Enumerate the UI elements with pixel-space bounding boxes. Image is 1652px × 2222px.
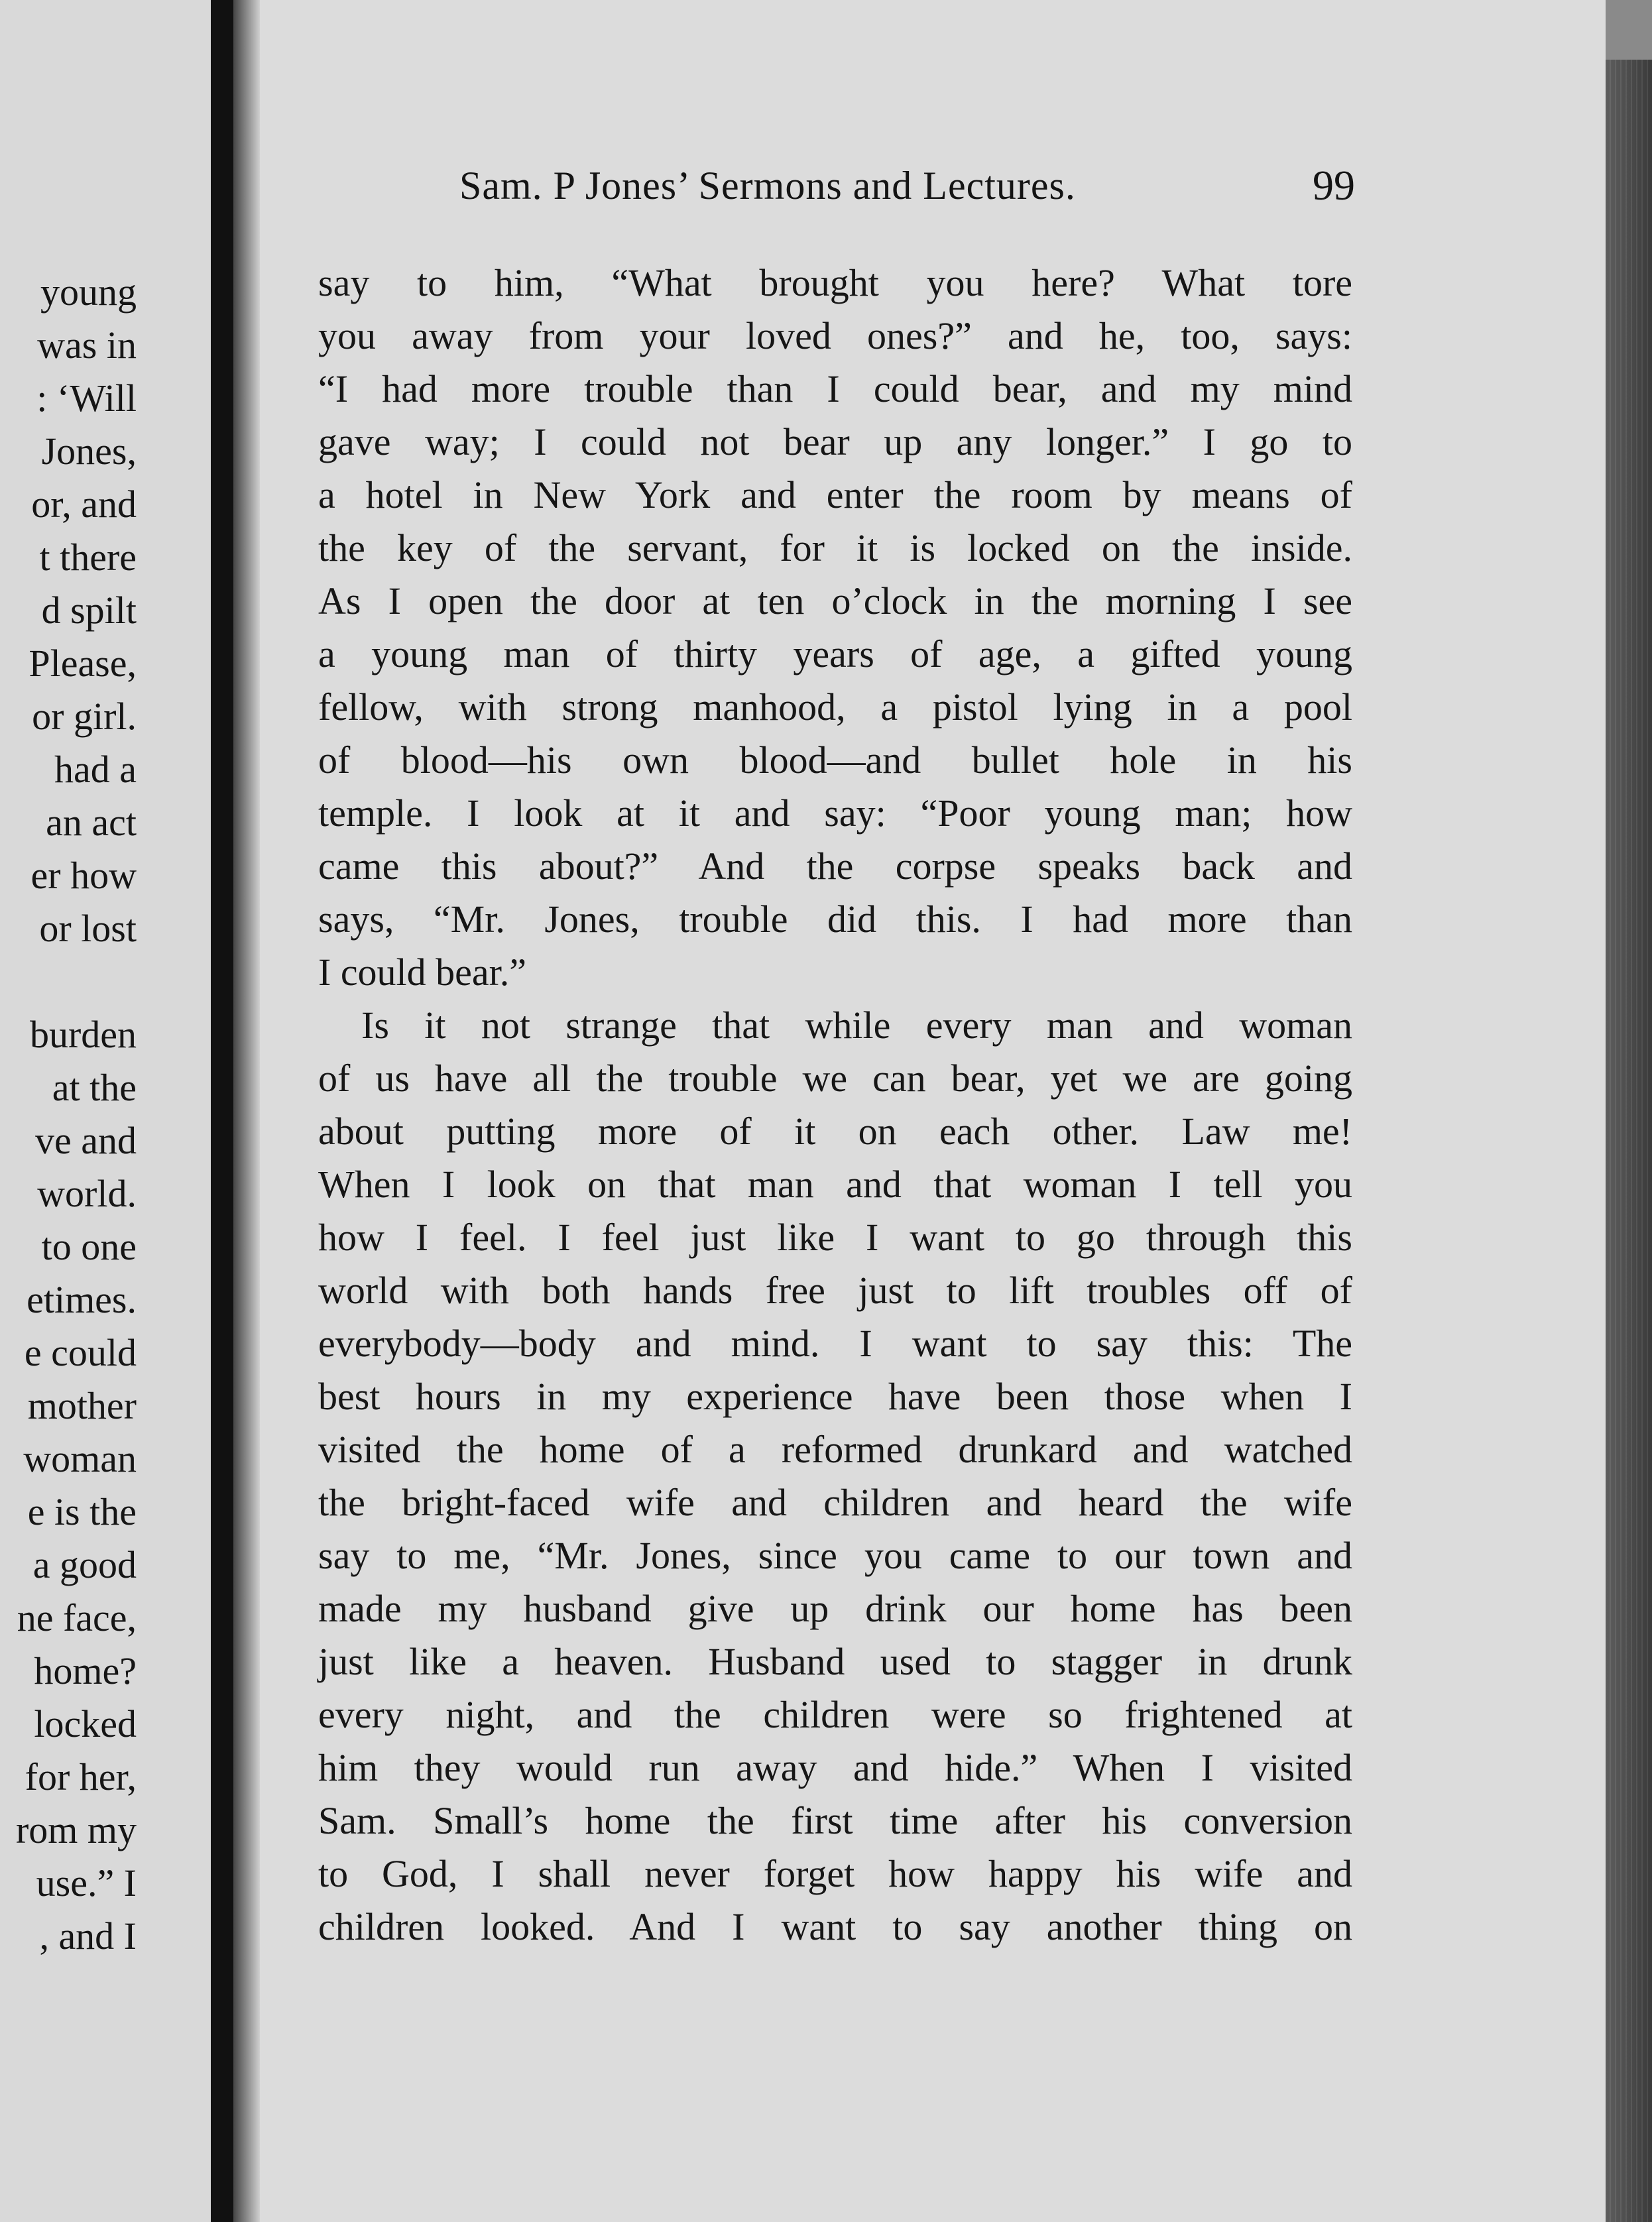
book-gutter bbox=[211, 0, 233, 2222]
facing-page-line: : ‘Will bbox=[36, 377, 137, 420]
text-line: best hours in my experience have been those when I bbox=[318, 1375, 1352, 1418]
text-line: the bright-faced wife and children and heard the wife bbox=[318, 1481, 1352, 1524]
facing-page-line: ne face, bbox=[17, 1596, 137, 1639]
facing-page-line: woman bbox=[23, 1437, 137, 1480]
text-line: gave way; I could not bear up any longer.” I go to bbox=[318, 420, 1352, 463]
page-edge-texture bbox=[1606, 60, 1652, 2222]
facing-page-line: er how bbox=[30, 854, 137, 897]
text-line: As I open the door at ten o’clock in the morning I see bbox=[318, 579, 1352, 622]
facing-page-line: Jones, bbox=[41, 430, 137, 473]
text-line: say to me, “Mr. Jones, since you came to our town and bbox=[318, 1534, 1352, 1577]
text-line: a hotel in New York and enter the room by means of bbox=[318, 473, 1352, 516]
text-line: the key of the servant, for it is locked on the inside. bbox=[318, 526, 1352, 569]
text-line: made my husband give up drink our home has been bbox=[318, 1587, 1352, 1630]
text-line: you away from your loved ones?” and he, too, says: bbox=[318, 314, 1352, 357]
facing-page-line: or girl. bbox=[32, 695, 137, 738]
facing-page-line: a good bbox=[32, 1543, 137, 1586]
facing-page-line: e could bbox=[24, 1331, 137, 1374]
text-line: Is it not strange that while every man and woman bbox=[361, 1004, 1352, 1047]
facing-page-line: at the bbox=[52, 1066, 137, 1109]
facing-page-line: or lost bbox=[39, 907, 137, 950]
facing-page-line: t there bbox=[39, 536, 137, 579]
text-line: fellow, with strong manhood, a pistol lying in a pool bbox=[318, 685, 1352, 729]
facing-page-line: locked bbox=[34, 1702, 137, 1745]
facing-page-line: had a bbox=[54, 748, 137, 791]
text-line: say to him, “What brought you here? What tore bbox=[318, 261, 1352, 304]
facing-page-line: ve and bbox=[35, 1119, 137, 1162]
text-line: world with both hands free just to lift troubles off of bbox=[318, 1269, 1352, 1312]
text-line: Sam. Small’s home the first time after his conversion bbox=[318, 1799, 1352, 1842]
facing-page-line: d spilt bbox=[41, 589, 137, 632]
text-line: a young man of thirty years of age, a gifted young bbox=[318, 632, 1352, 675]
text-line: about putting more of it on each other. Law me! bbox=[318, 1110, 1352, 1153]
facing-page-line: e is the bbox=[27, 1490, 137, 1533]
facing-page-line: for her, bbox=[25, 1755, 137, 1798]
facing-page-line: or, and bbox=[31, 483, 137, 526]
facing-page-line: an act bbox=[46, 801, 137, 844]
facing-page-line: young bbox=[40, 270, 137, 314]
text-line: children looked. And I want to say another thing on bbox=[318, 1905, 1352, 1948]
facing-page-line: burden bbox=[29, 1013, 137, 1056]
facing-page-line: mother bbox=[27, 1384, 137, 1427]
facing-page-line: , and I bbox=[39, 1914, 137, 1958]
page-number: 99 bbox=[1313, 162, 1355, 209]
text-line: to God, I shall never forget how happy his wife and bbox=[318, 1852, 1352, 1895]
text-line: how I feel. I feel just like I want to go through this bbox=[318, 1216, 1352, 1259]
facing-page-fragment bbox=[0, 0, 211, 2222]
text-line: everybody—body and mind. I want to say this: The bbox=[318, 1322, 1352, 1365]
text-line: of us have all the trouble we can bear, yet we are going bbox=[318, 1057, 1352, 1100]
text-line: temple. I look at it and say: “Poor young man; how bbox=[318, 791, 1352, 835]
text-line: came this about?” And the corpse speaks back and bbox=[318, 845, 1352, 888]
text-line: says, “Mr. Jones, trouble did this. I had more than bbox=[318, 898, 1352, 941]
gutter-shadow bbox=[233, 0, 260, 2222]
text-line: I could bear.” bbox=[318, 951, 527, 994]
text-line: every night, and the children were so frightened at bbox=[318, 1693, 1352, 1736]
text-line: visited the home of a reformed drunkard and watched bbox=[318, 1428, 1352, 1471]
facing-page-line: Please, bbox=[29, 642, 137, 685]
facing-page-line: use.” I bbox=[36, 1861, 137, 1904]
text-line: When I look on that man and that woman I tell you bbox=[318, 1163, 1352, 1206]
text-line: of blood—his own blood—and bullet hole in his bbox=[318, 738, 1352, 782]
text-line: just like a heaven. Husband used to stagger in drunk bbox=[318, 1640, 1352, 1683]
facing-page-line: rom my bbox=[15, 1808, 137, 1851]
text-line: “I had more trouble than I could bear, and my mind bbox=[318, 367, 1352, 410]
facing-page-line: was in bbox=[37, 323, 137, 367]
running-head: Sam. P Jones’ Sermons and Lectures. bbox=[459, 164, 1076, 207]
facing-page-line: world. bbox=[37, 1172, 137, 1215]
facing-page-line: home? bbox=[34, 1649, 137, 1692]
facing-page-line: etimes. bbox=[27, 1278, 137, 1321]
text-line: him they would run away and hide.” When I visited bbox=[318, 1746, 1352, 1789]
facing-page-line: to one bbox=[41, 1225, 137, 1268]
